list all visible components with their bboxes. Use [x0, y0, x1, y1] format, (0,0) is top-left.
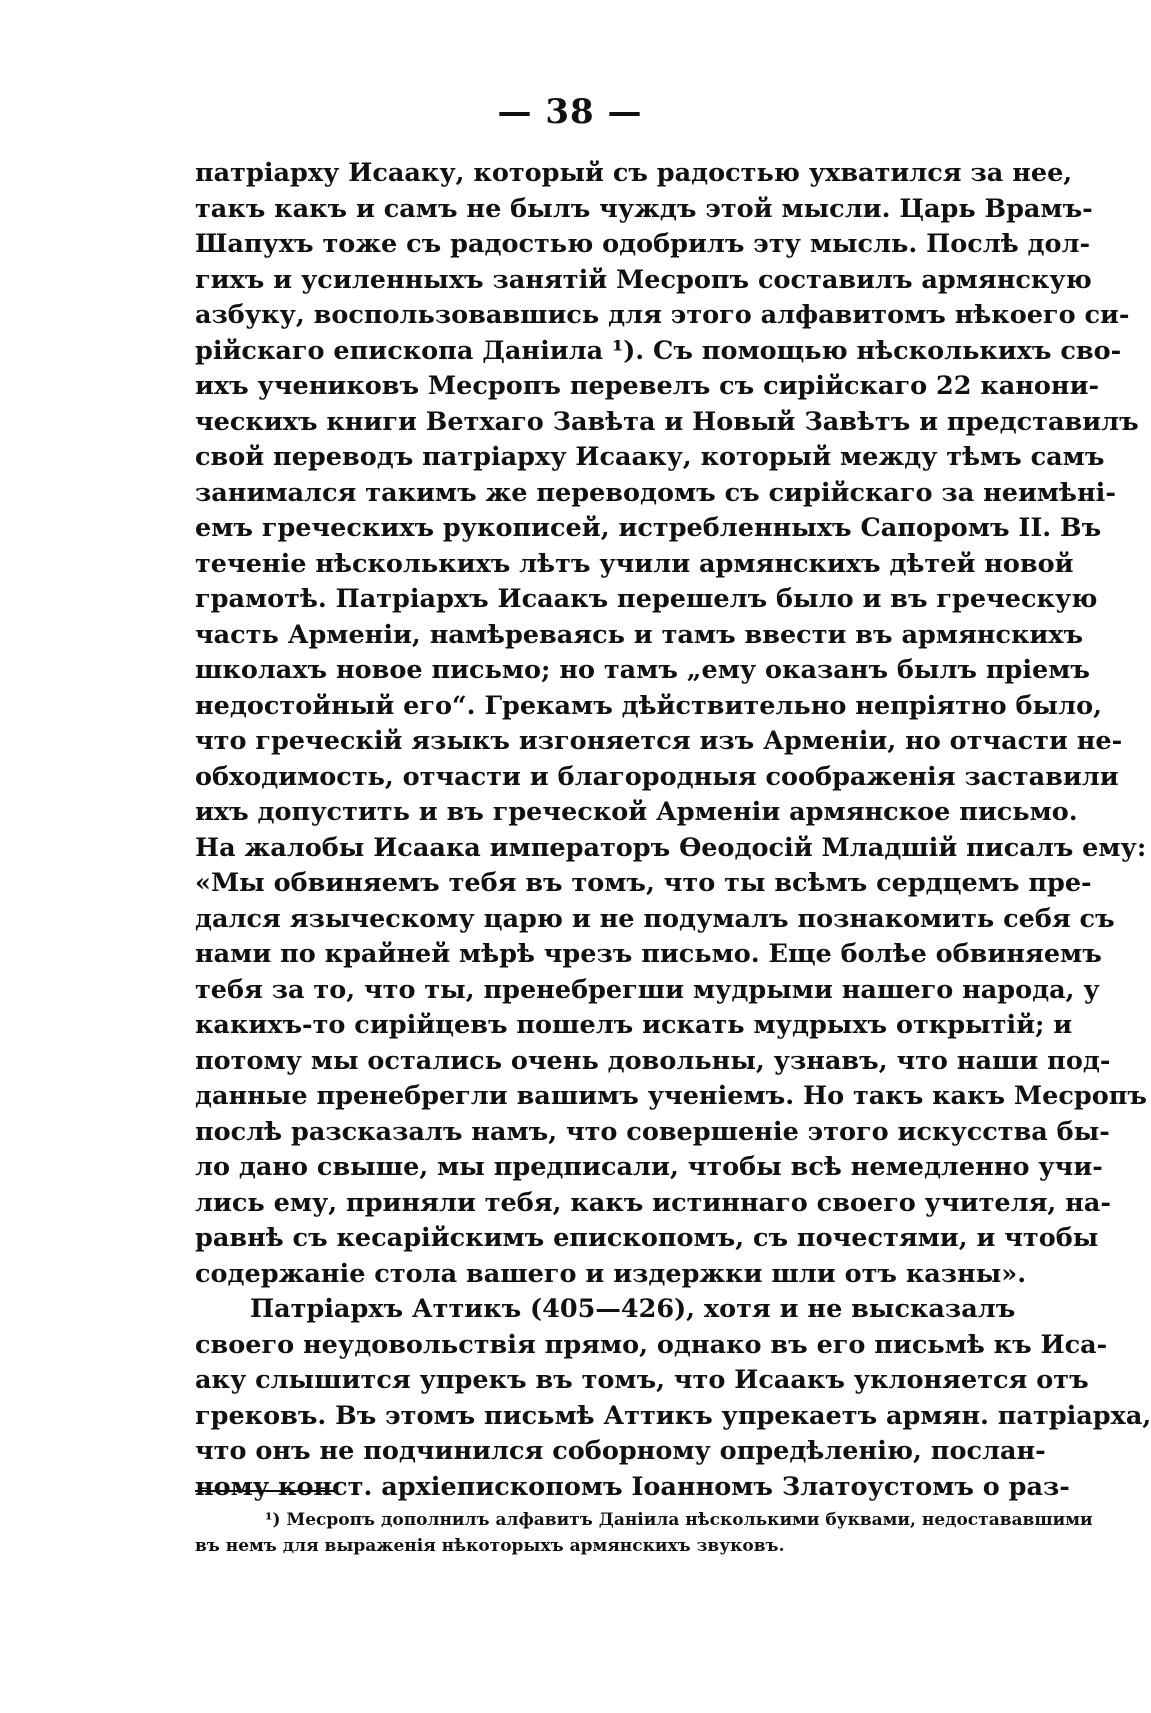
text-line: аку слышится упрекъ въ томъ, что Исаакъ уклоняется отъ	[195, 1365, 1089, 1395]
text-line: емъ греческихъ рукописей, истребленныхъ Сапоромъ II. Въ	[195, 513, 1102, 543]
text-line: какихъ-то сирійцевъ пошелъ искать мудрыхъ открытій; и	[195, 1010, 1073, 1040]
text-line: ло дано свыше, мы предписали, чтобы всѣ немедленно учи-	[195, 1152, 1103, 1182]
text-line: теченіе нѣсколькихъ лѣтъ учили армянскихъ дѣтей новой	[195, 548, 1074, 579]
text-line: что греческій языкъ изгоняется изъ Арменіи, но отчасти не-	[195, 726, 1123, 756]
text-line: послѣ разсказалъ намъ, что совершеніе этого искусства бы-	[195, 1116, 1110, 1147]
text-line: часть Арменіи, намѣреваясь и тамъ ввести въ армянскихъ	[195, 619, 1084, 650]
text-line: тебя за то, что ты, пренебрегши мудрыми нашего народа, у	[195, 974, 1100, 1005]
text-line: что онъ не подчинился соборному опредѣленію, послан-	[195, 1436, 1046, 1466]
text-line: ихъ допустить и въ греческой Арменіи армянское письмо.	[195, 797, 1078, 827]
text-line: школахъ новое письмо; но тамъ „ему оказанъ былъ пріемъ	[195, 655, 1090, 685]
text-line: рійскаго епископа Даніила ¹). Съ помощью нѣсколькихъ сво-	[195, 335, 1122, 366]
text-line: ному конст. архіепископомъ Іоанномъ Златоустомъ о раз-	[195, 1471, 1070, 1502]
footnote-line: ¹) Месропъ дополнилъ алфавитъ Даніила нѣсколькими буквами, недостававшими	[265, 1510, 1093, 1530]
text-line: лись ему, приняли тебя, какъ истиннаго своего учителя, на-	[195, 1187, 1111, 1218]
text-line: такъ какъ и самъ не былъ чуждъ этой мысли. Царь Врамъ-	[195, 193, 1093, 224]
text-line: обходимость, отчасти и благородныя соображенія заставили	[195, 761, 1119, 792]
text-line: грамотѣ. Патріархъ Исаакъ перешелъ было и въ греческую	[195, 584, 1098, 614]
text-line: равнѣ съ кесарійскимъ епископомъ, съ почестями, и чтобы	[195, 1223, 1099, 1253]
text-line: потому мы остались очень довольны, узнавъ, что наши под-	[195, 1045, 1111, 1076]
text-line: ческихъ книги Ветхаго Завѣта и Новый Завѣтъ и представилъ	[195, 406, 1139, 437]
text-line: ихъ учениковъ Месропъ перевелъ съ сирійскаго 22 канони-	[195, 371, 1100, 401]
text-line: патріарху Исааку, который съ радостью ухватился за нее,	[195, 158, 1073, 188]
text-line: своего неудовольствія прямо, однако въ его письмѣ къ Иса-	[195, 1329, 1108, 1360]
body-text	[195, 156, 1151, 1505]
text-line: грековъ. Въ этомъ письмѣ Аттикъ упрекаетъ армян. патріарха,	[195, 1400, 1151, 1431]
text-line: «Мы обвиняемъ тебя въ томъ, что ты всѣмъ сердцемъ пре-	[195, 868, 1092, 898]
footnotes	[195, 1507, 1093, 1559]
footnote-divider	[195, 1490, 335, 1492]
text-line: данные пренебрегли вашимъ ученіемъ. Но такъ какъ Месропъ	[195, 1081, 1147, 1111]
text-line: свой переводъ патріарху Исааку, который между тѣмъ самъ	[195, 442, 1105, 472]
text-line: занимался такимъ же переводомъ съ сирійскаго за неимѣні-	[195, 477, 1116, 508]
text-line: азбуку, воспользовавшись для этого алфавитомъ нѣкоего си-	[195, 300, 1130, 330]
page-number: — 38 —	[497, 92, 643, 132]
paragraph-start-line: Патріархъ Аттикъ (405—426), хотя и не высказалъ	[250, 1294, 1016, 1324]
footnote-line: въ немъ для выраженія нѣкоторыхъ армянскихъ звуковъ.	[195, 1536, 785, 1556]
text-line: недостойный его“. Грекамъ дѣйствительно непріятно было,	[195, 690, 1102, 721]
text-line: дался языческому царю и не подумалъ познакомить себя съ	[195, 903, 1115, 934]
text-line: Шапухъ тоже съ радостью одобрилъ эту мысль. Послѣ дол-	[195, 229, 1091, 259]
text-line: На жалобы Исаака императоръ Ѳеодосій Младшій писалъ ему:	[195, 832, 1147, 863]
text-line: гихъ и усиленныхъ занятій Месропъ составилъ армянскую	[195, 264, 1092, 295]
text-line: содержаніе стола вашего и издержки шли отъ казны».	[195, 1258, 1027, 1289]
text-line: нами по крайней мѣрѣ чрезъ письмо. Еще болѣе обвиняемъ	[195, 939, 1102, 969]
